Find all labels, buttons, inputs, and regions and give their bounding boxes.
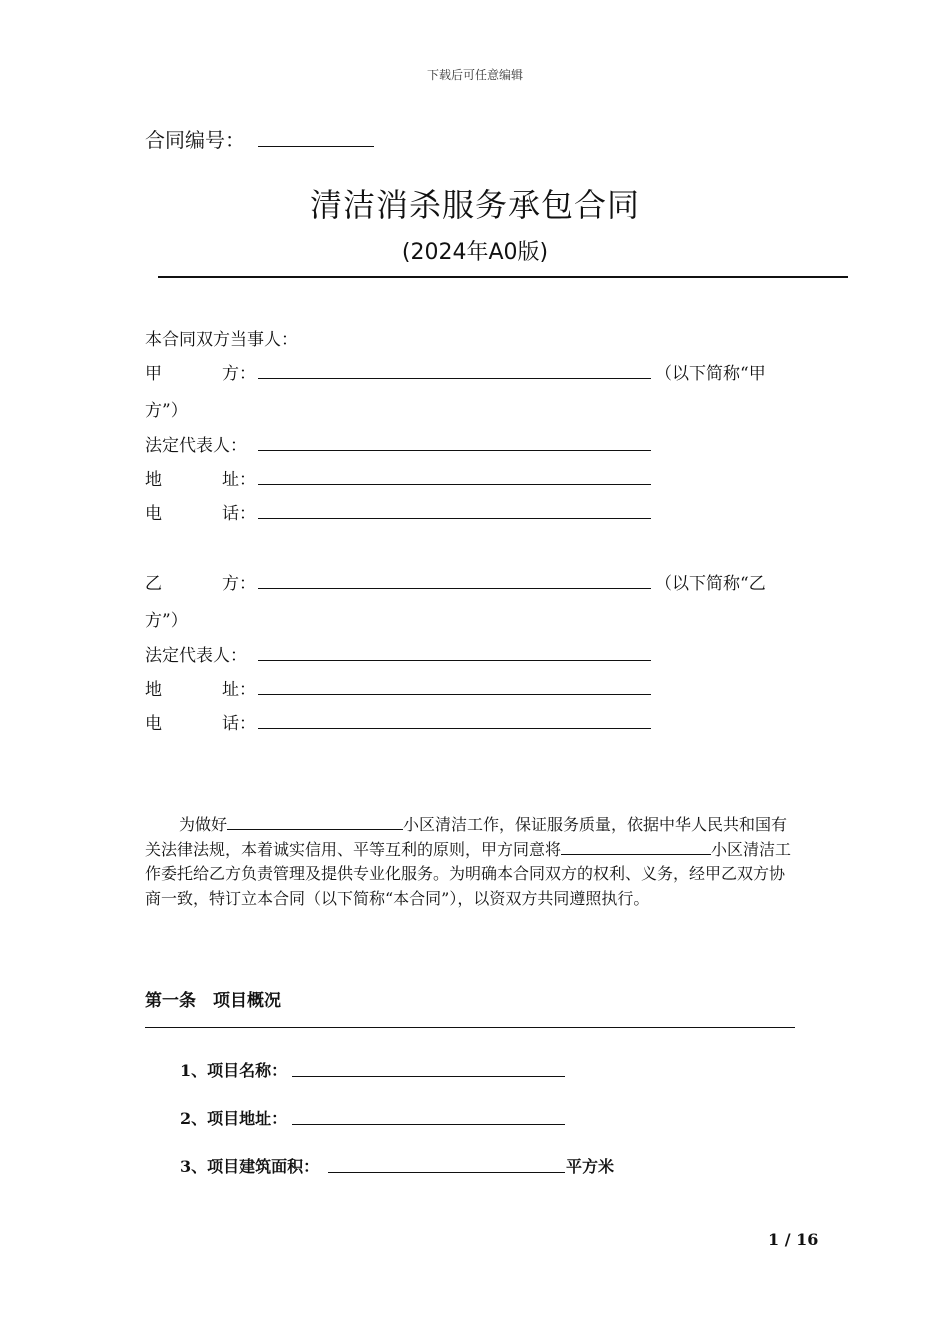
party-b-addr-right: 址：: [222, 680, 256, 700]
party-a-label-right: 方：: [222, 364, 256, 384]
party-b-tel-blank: [258, 728, 651, 729]
party-b-rep-blank: [258, 660, 651, 661]
section-1-divider: [145, 1027, 795, 1028]
party-a-tel-left: 电: [145, 504, 162, 524]
item-project-address: 2、项目地址：: [180, 1109, 288, 1128]
party-a-label-left: 甲: [145, 364, 162, 384]
preamble-part1: 为做好: [179, 815, 228, 834]
header-note: 下载后可任意编辑: [426, 68, 523, 82]
party-b-abbr-line2: 方”）: [145, 611, 188, 631]
party-a-abbr-line2: 方”）: [145, 401, 188, 421]
party-a-rep-label: 法定代表人：: [145, 436, 247, 456]
item-building-area: 3、项目建筑面积：: [180, 1157, 320, 1176]
parties-intro: 本合同双方当事人：: [145, 330, 298, 350]
preamble-part2: 小区清洁工作，保证服务质量，依据中华人民共和国有关法律法规，本着诚实信用、平等互利的原则，甲方同意将: [145, 815, 788, 859]
party-a-tel-blank: [258, 518, 651, 519]
preamble-blank-2: [561, 840, 711, 855]
party-a-name-blank: [258, 378, 651, 379]
party-a-addr-left: 地: [145, 470, 162, 490]
party-a-rep-blank: [258, 450, 651, 451]
party-b-addr-blank: [258, 694, 651, 695]
building-area-blank: [328, 1172, 565, 1173]
party-b-rep-label: 法定代表人：: [145, 646, 247, 666]
item-project-name: 1、项目名称：: [180, 1061, 288, 1080]
party-a-tel-right: 话：: [222, 504, 256, 524]
party-a-addr-right: 址：: [222, 470, 256, 490]
section-1-heading: 第一条 项目概况: [145, 991, 281, 1011]
title-divider: [158, 276, 848, 278]
preamble-blank-1: [227, 815, 403, 830]
document-subtitle: (2024年A0版): [401, 240, 549, 265]
preamble-part3: 小区清洁工作委托给乙方负责管理及提供专业化服务。为明确本合同双方的权利、义务，经甲乙双方协商一致，特订立本合同（以下简称“本合同”），以资双方共同遵照执行。: [145, 839, 792, 908]
building-area-unit: 平方米: [566, 1157, 615, 1176]
document-title: 清洁消杀服务承包合同: [309, 186, 640, 224]
contract-number-label: 合同编号：: [145, 128, 245, 152]
project-address-blank: [292, 1124, 565, 1125]
project-name-blank: [292, 1076, 565, 1077]
party-b-tel-right: 话：: [222, 714, 256, 734]
party-b-addr-left: 地: [145, 680, 162, 700]
party-a-abbr-line1: （以下简称“甲: [655, 364, 766, 384]
party-b-name-blank: [258, 588, 651, 589]
party-b-abbr-line1: （以下简称“乙: [655, 574, 766, 594]
preamble-paragraph: [145, 813, 795, 911]
contract-number-blank: [258, 146, 374, 147]
party-b-tel-left: 电: [145, 714, 162, 734]
party-b-label-right: 方：: [222, 574, 256, 594]
party-b-label-left: 乙: [145, 574, 162, 594]
page-number: 1 / 16: [768, 1230, 819, 1249]
party-a-addr-blank: [258, 484, 651, 485]
